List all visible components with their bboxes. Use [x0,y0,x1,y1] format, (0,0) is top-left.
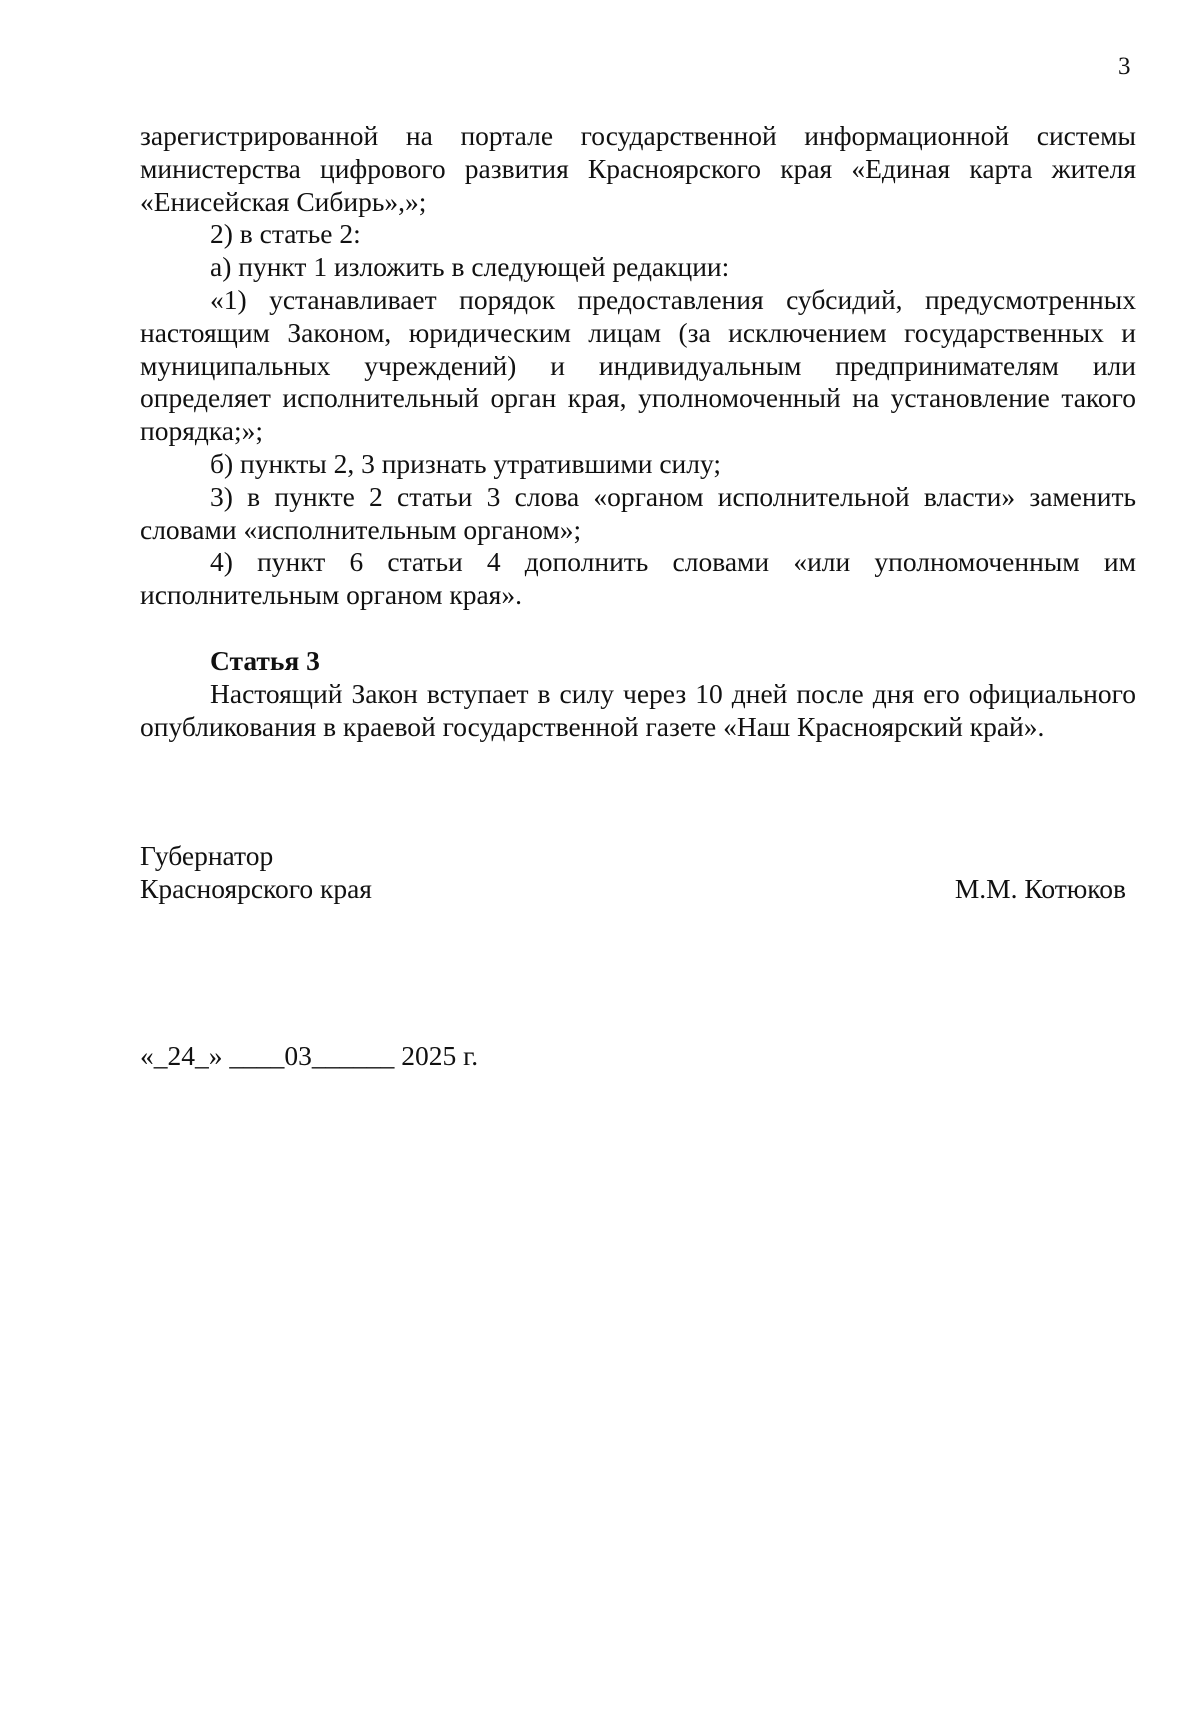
signing-date: «_24_» ____03______ 2025 г. [140,1040,479,1071]
signature-block [140,840,1136,906]
signatory-name: М.М. Котюков [954,872,1126,904]
signatory-title-line2: Красноярского края [140,872,372,904]
law-body [140,120,1136,743]
page-number: 3 [1118,53,1131,80]
signatory-title-line1: Губернатор [140,840,274,871]
article-3-heading: Статья 3 [210,644,320,676]
paragraph-quoted-point-1: «1) устанавливает порядок предоставления субсидий, предусмотренных настоящим Законом, юридическим лицам (за исключением государственных и муниципальных учреждений) и индивидуальным предпринимателям или определяет исполнительный орган края, уполномоченный на установление такого порядка;»; [140,283,1136,447]
paragraph-item-3: 3) в пункте 2 статьи 3 слова «органом исполнительной власти» заменить словами «исполнительным органом»; [140,480,1136,545]
paragraph-item-4: 4) пункт 6 статьи 4 дополнить словами «или уполномоченным им исполнительным органом края». [140,546,1136,611]
article-3-text: Настоящий Закон вступает в силу через 10 дней после дня его официального опубликования в краевой государственной газете «Наш Красноярский край». [140,677,1136,742]
paragraph-subitem-a: а) пункт 1 изложить в следующей редакции: [210,251,730,283]
paragraph-item-2: 2) в статье 2: [210,218,361,250]
paragraph-subitem-b: б) пункты 2, 3 признать утратившими силу; [210,447,722,479]
paragraph-continuation: зарегистрированной на портале государственной информационной системы министерства цифрового развития Красноярского края «Единая карта жителя «Енисейская Сибирь»,»; [140,120,1136,217]
